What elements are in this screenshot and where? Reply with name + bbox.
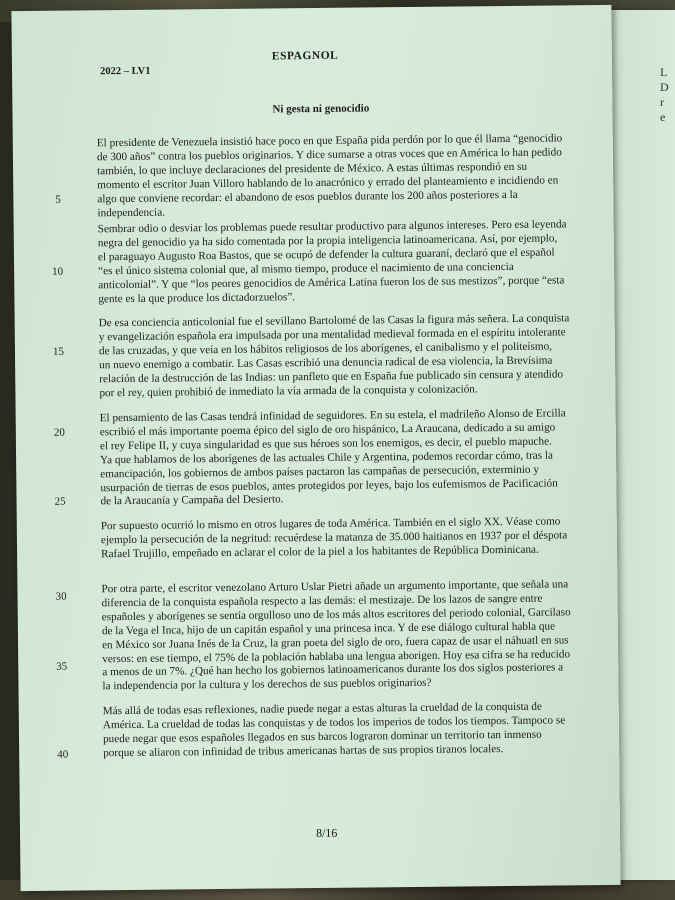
paragraph-7 [103,700,609,761]
line-number: 35 [56,660,68,673]
text-line: relación de la destrucción de las Indias: un panfleto que en España fue publicado sin censura y atendido [99,368,564,385]
text-line: en México sor Juana Inés de la Cruz, la gran poeta del siglo de oro, fuera capaz de usar el náhuatl en sus [101,633,569,651]
line-number: 30 [55,590,67,603]
text-line: a menos de un 7%. ¿Qué han hecho los gobiernos latinoamericanos durante los dos siglos posteriores a [102,661,564,679]
text-line: un nuevo enemigo a combatir. Las Casas escribió una denuncia radical de esa violencia, la Brevísima [99,354,553,371]
paragraph-2 [98,218,604,307]
text-line: independencia. [97,206,165,219]
exam-year-label: 2022 – LV1 [99,65,151,78]
paragraph-4 [100,407,606,510]
text-line: gente es la que produce los dictadorzuelos”. [98,290,296,305]
adjacent-page-fragment: r [660,95,664,109]
text-line: y evangelización española era impulsada por una mentalidad medieval formada en el espíritu intolerante [98,326,566,344]
text-line: De esa conciencia anticolonial fue el sevillano Bartolomé de las Casas la figura más señera. La conquista [98,312,570,330]
paragraph-3 [99,312,605,401]
text-line: puede negar que esos españoles llegados en sus barcos lograron dominar un territorio tan inmenso [102,728,542,746]
line-number: 5 [55,193,61,206]
page-number: 8/16 [315,825,338,841]
text-line: momento el escritor Juan Villoro hablando de lo anacrónico y errado del planteamiento e incidiendo en [97,174,559,191]
paragraph-1 [97,132,603,221]
paragraph-5 [101,515,606,562]
text-line: anticolonial”. Y que “los peores genocidios de América Latina fueron los de sus mestizos”, porque “esta [98,274,565,291]
text-line: negra del genocidio ya ha sido comentada por la propia inteligencia latinoamericana. Así, por ejemplo, [97,232,558,250]
text-line: de la Araucanía y Campaña del Desierto. [100,493,284,508]
text-line: de las cruzadas, y que veía en los hábitos religiosos de los aborígenes, el canibalismo y el politeísmo, [98,340,552,358]
paragraph-6 [101,578,607,695]
adjacent-page-fragment: e [660,110,666,124]
text-line: Por supuesto ocurrió lo mismo en otros lugares de toda América. También en el siglo XX. Véase como [100,515,561,533]
text-line: usurpación de tierras de esos pueblos, antes protegidos por leyes, bajo los eufemismos de Pacificación [100,477,558,494]
text-line: de 300 años” contra los pueblos originarios. Y dice sumarse a otras voces que en América lo han pedido [96,146,562,164]
adjacent-page-fragment: D [660,80,669,94]
text-line: Sembrar odio o desviar los problemas puede resultar productivo para algunos intereses. Pero esa leyenda [97,218,567,236]
text-line: El presidente de Venezuela insistió hace poco en que España pida perdón por lo que él llama “genocidio [96,132,563,150]
text-line: Ya que hablamos de los aborígenes de las actuales Chile y Argentina, podemos recordar cómo, tras la [100,449,554,466]
line-number: 10 [52,265,64,278]
exam-page [11,5,620,891]
text-line: también, lo que incluye declaraciones del presidente de México. A estas últimas respondió en su [97,160,528,178]
text-line: por el rey, quien prohibió de inmediato la vía armada de la conquista y colonización. [99,382,478,399]
text-line: escribió el más importante poema épico del siglo de oro hispánico, La Araucana, dedicado a su amigo [99,421,556,439]
line-number: 25 [54,495,66,508]
line-number: 15 [52,345,65,358]
subject-header: ESPAGNOL [271,49,339,63]
line-number: 40 [57,748,69,761]
text-line: Más allá de todas esas reflexiones, nadie puede negar a estas alturas la crueldad de la conquista de [102,700,543,718]
text-line: emancipación, los gobiernos de ambos países pactaron las campañas de persecución, exterminio y [100,463,539,480]
text-line: algo que conviene recordar: el abandono de esos pueblos durante los 200 años posteriores a la [97,188,518,205]
text-line: versos: en ese tiempo, el 75% de la población hablaba una lengua aborigen. Hoy esa cifra se ha reducido [102,647,571,665]
adjacent-page-fragment: L [660,65,668,79]
text-line: Por otra parte, el escritor venezolano Arturo Uslar Pietri añade un argumento importante, que señala una [101,578,569,596]
text-line: el rey Felipe II, y cuya singularidad es que sus héroes son los enemigos, es decir, el pueblo mapuche. [99,435,552,453]
text-line: españoles y aborígenes se sentía orgulloso uno de los más altos escritores del periodo colonial, Garcilaso [101,606,571,624]
text-line: “es el único sistema colonial que, al mismo tiempo, produce el nacimiento de una conciencia [98,260,514,277]
text-line: América. La crueldad de todas las conquistas y de todos los imperios de todos los tiempos. Tampoco se [102,714,566,732]
text-line: porque se aliaron con infinidad de tribus americanas hartas de sus propios tiranos locales. [103,742,504,759]
text-line: diferencia de la conquista española respecto a las demás: el mestizaje. De los lazos de sangre entre [101,592,543,610]
text-line: el paraguayo Augusto Roa Bastos, que se ocupó de defender la cultura guaraní, declaró que el español [97,246,555,264]
text-line: El pensamiento de las Casas tendrá infinidad de seguidores. En su estela, el madrileño Alonso de Ercilla [99,407,566,425]
article-title: Ni gesta ni genocidio [272,102,370,116]
line-number: 20 [53,426,65,439]
text-line: Rafael Trujillo, empeñado en aclarar el color de la piel a los habitantes de República Dominicana. [101,543,539,561]
text-line: de la Vega el Inca, hijo de un capitán español y una princesa inca. Y de ese diálogo cultural habla que [101,620,556,637]
text-line: la independencia por la cultura y los derechos de sus pueblos originarios? [102,677,432,693]
text-line: ejemplo la persecución de la negritud: recuérdese la matanza de 35.000 haitianos en 1937 por el déspota [100,529,568,547]
